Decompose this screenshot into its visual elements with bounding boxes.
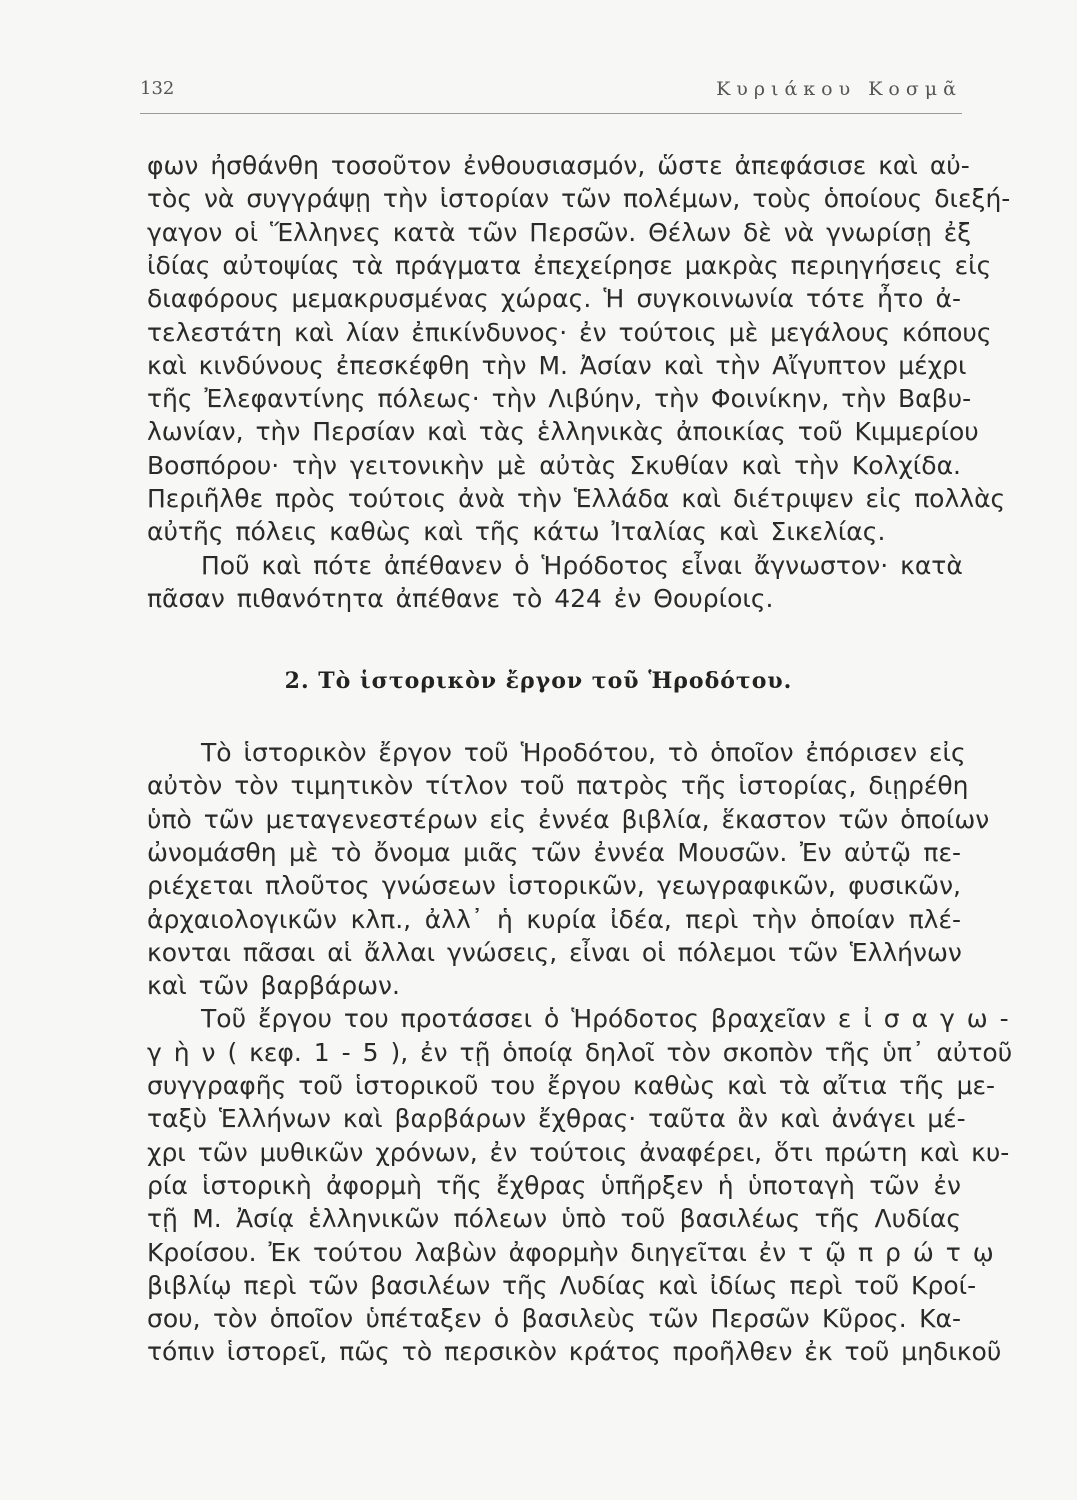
text-line: τῆς Ἐλεφαντίνης πόλεως· τὴν Λιβύην, τὴν Φοινίκην, τὴν Βαβυ-: [147, 384, 972, 414]
text-line: καὶ τῶν βαρβάρων.: [147, 971, 400, 1001]
text-line: καὶ κινδύνους ἐπεσκέφθη τὴν Μ. Ἀσίαν καὶ τὴν Αἴγυπτον μέχρι: [147, 350, 967, 380]
text-line: Τοῦ ἔργου του προτάσσει ὁ Ἡρόδοτος βραχεῖαν ε ἰ σ α γ ω -: [201, 1004, 1009, 1034]
text-line: Τὸ ἱστορικὸν ἔργον τοῦ Ἡροδότου, τὸ ὁποῖον ἐπόρισεν εἰς: [201, 738, 966, 767]
running-title: Κυριάκου Κοσμᾶ: [716, 78, 962, 100]
text-line: ὑπὸ τῶν μεταγενεστέρων εἰς ἐννέα βιβλία, ἕκαστον τῶν ὁποίων: [147, 804, 990, 834]
page-number: 132: [140, 78, 175, 99]
text-line: ριέχεται πλοῦτος γνώσεων ἱστορικῶν, γεωγραφικῶν, φυσικῶν,: [147, 871, 961, 901]
section-heading: 2. Τὸ ἱστορικὸν ἔργον τοῦ Ἡροδότου.: [284, 668, 793, 694]
text-line: τὸς νὰ συγγράψῃ τὴν ἱστορίαν τῶν πολέμων, τοὺς ὁποίους διεξή-: [147, 184, 1011, 214]
text-line: βιβλίῳ περὶ τῶν βασιλέων τῆς Λυδίας καὶ ἰδίως περὶ τοῦ Κροί-: [147, 1270, 977, 1300]
text-line: ἀρχαιολογικῶν κλπ., ἀλλ᾽ ἡ κυρία ἰδέα, περὶ τὴν ὁποίαν πλέ-: [147, 904, 961, 934]
text-line: Βοσπόρου· τὴν γειτονικὴν μὲ αὐτὰς Σκυθίαν καὶ τὴν Κολχίδα.: [147, 450, 961, 480]
text-line: τόπιν ἱστορεῖ, πῶς τὸ περσικὸν κράτος προῆλθεν ἐκ τοῦ μηδικοῦ: [147, 1337, 1002, 1367]
text-line: γαγον οἱ Ἕλληνες κατὰ τῶν Περσῶν. Θέλων δὲ νὰ γνωρίσῃ ἐξ: [147, 217, 972, 247]
text-line: Περιῆλθε πρὸς τούτοις ἀνὰ τὴν Ἑλλάδα καὶ διέτριψεν εἰς πολλὰς: [147, 484, 1006, 513]
running-head: [140, 78, 962, 108]
text-line: ρία ἱστορικὴ ἀφορμὴ τῆς ἔχθρας ὑπῆρξεν ἡ ὑποταγὴ τῶν ἐν: [147, 1170, 961, 1200]
text-line: ὠνομάσθη μὲ τὸ ὄνομα μιᾶς τῶν ἐννέα Μουσῶν. Ἐν αὐτῷ πε-: [147, 837, 961, 867]
text-line: ταξὺ Ἑλλήνων καὶ βαρβάρων ἔχθρας· ταῦτα ἂν καὶ ἀνάγει μέ-: [147, 1104, 966, 1134]
header-rule: [140, 113, 962, 114]
text-line: χρι τῶν μυθικῶν χρόνων, ἐν τούτοις ἀναφέρει, ὅτι πρώτη καὶ κυ-: [147, 1137, 1010, 1167]
text-line: αὐτῆς πόλεις καθὼς καὶ τῆς κάτω Ἰταλίας καὶ Σικελίας.: [147, 517, 886, 547]
text-line: τελεστάτη καὶ λίαν ἐπικίνδυνος· ἐν τούτοις μὲ μεγάλους κόπους: [147, 317, 992, 347]
text-line: Ποῦ καὶ πότε ἀπέθανεν ὁ Ἡρόδοτος εἶναι ἄγνωστον· κατὰ: [201, 550, 963, 580]
text-line: συγγραφῆς τοῦ ἱστορικοῦ του ἔργου καθὼς καὶ τὰ αἴτια τῆς με-: [147, 1071, 996, 1100]
text-line: Κροίσου. Ἐκ τούτου λαβὼν ἀφορμὴν διηγεῖται ἐν τ ῷ π ρ ώ τ ῳ: [147, 1237, 994, 1267]
text-line: διαφόρους μεμακρυσμένας χώρας. Ἡ συγκοινωνία τότε ἦτο ἀ-: [147, 284, 961, 314]
text-line: τῇ Μ. Ἀσίᾳ ἑλληνικῶν πόλεων ὑπὸ τοῦ βασιλέως τῆς Λυδίας: [147, 1204, 961, 1234]
text-line: φων ἠσθάνθη τοσοῦτον ἐνθουσιασμόν, ὥστε ἀπεφάσισε καὶ αὐ-: [147, 151, 970, 180]
text-line: κονται πᾶσαι αἱ ἄλλαι γνώσεις, εἶναι οἱ πόλεμοι τῶν Ἑλλήνων: [147, 937, 962, 967]
text-line: γ ὴ ν ( κεφ. 1 - 5 ), ἐν τῇ ὁποίᾳ δηλοῖ τὸν σκοπὸν τῆς ὑπ᾽ αὐτοῦ: [147, 1037, 1013, 1067]
text-line: λωνίαν, τὴν Περσίαν καὶ τὰς ἑλληνικὰς ἀποικίας τοῦ Κιμμερίου: [147, 417, 979, 447]
text-line: αὐτὸν τὸν τιμητικὸν τίτλον τοῦ πατρὸς τῆς ἱστορίας, διῃρέθη: [147, 771, 969, 801]
text-line: πᾶσαν πιθανότητα ἀπέθανε τὸ 424 ἐν Θουρίοις.: [147, 583, 774, 613]
text-line: ἰδίας αὐτοψίας τὰ πράγματα ἐπεχείρησε μακρὰς περιηγήσεις εἰς: [147, 250, 992, 280]
text-line: σου, τὸν ὁποῖον ὑπέταξεν ὁ βασιλεὺς τῶν Περσῶν Κῦρος. Κα-: [147, 1304, 961, 1334]
